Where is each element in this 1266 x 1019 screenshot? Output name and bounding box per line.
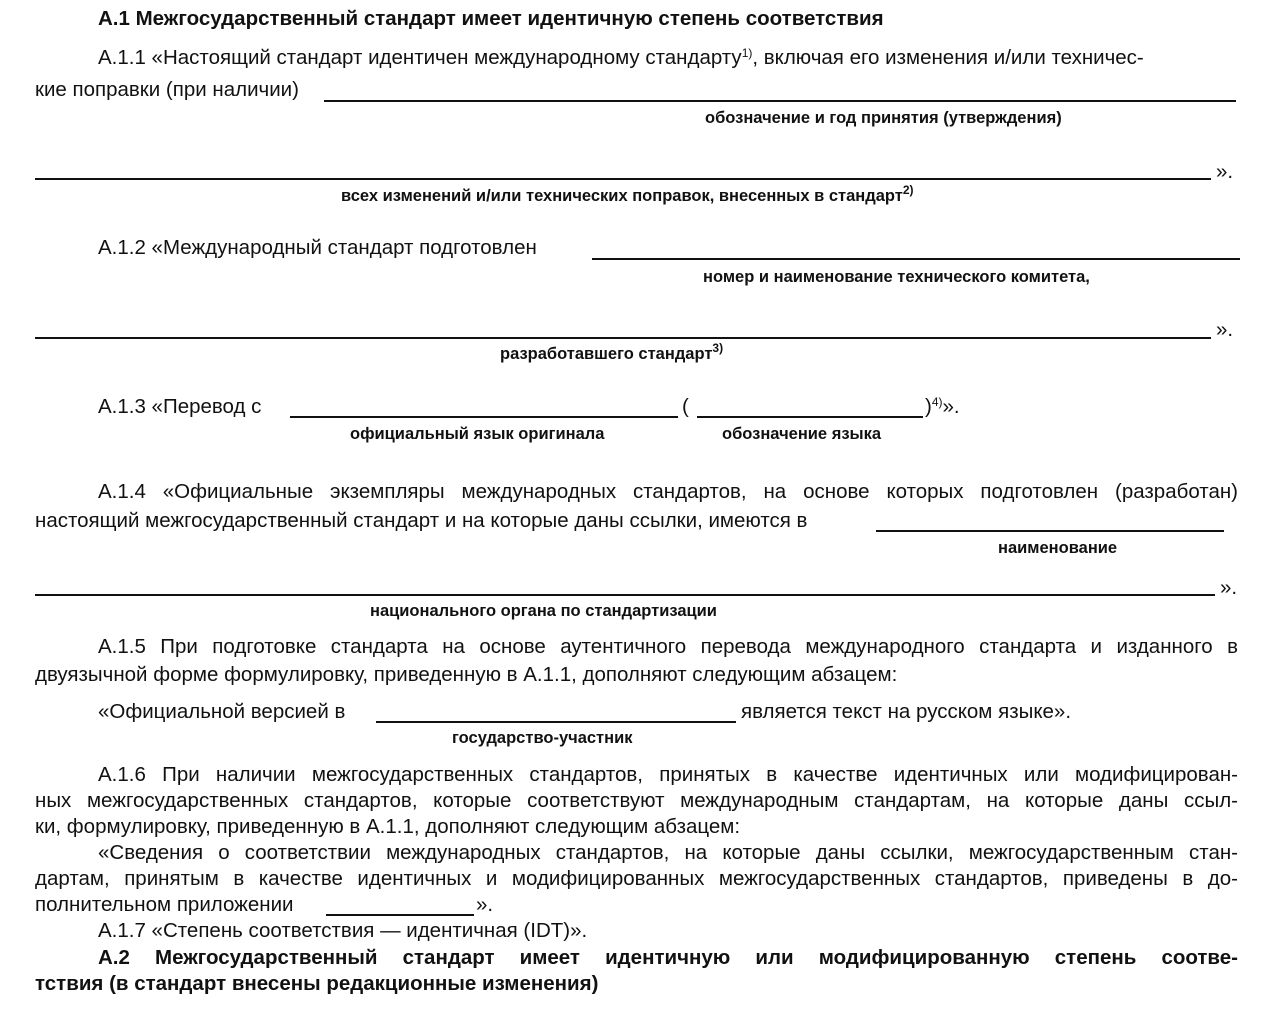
section-heading-a1: А.1 Межгосударственный стандарт имеет идентичную степень соответствия (98, 7, 884, 30)
paragraph-a1-5-line1: А.1.5 При подготовке стандарта на основе аутентичного перевода международного стандарта и изданного в (98, 635, 1238, 658)
fill-in-line (324, 100, 1236, 102)
paragraph-a1-1-line1 (98, 46, 1144, 70)
paragraph-a1-6-line5: дартам, принятым в качестве идентичных и модифицированных межгосударственных стандартов, приведены в до- (35, 867, 1238, 890)
caption-language-code: обозначение языка (722, 425, 882, 443)
fill-in-line (326, 914, 474, 916)
paragraph-a1-3-end: )$^{4)}$». (925, 395, 960, 418)
paragraph-a1-5-line2: двуязычной форме формулировку, приведенную в А.1.1, дополняют следующим абзацем: (35, 663, 898, 686)
closing-quote: ». (476, 893, 494, 916)
fill-in-line (35, 594, 1215, 596)
paragraph-a1-1-text: А.1.1 «Настоящий стандарт идентичен международному стандарту (98, 46, 742, 69)
footnote-ref-1: 1) (741, 46, 753, 60)
fill-in-line (35, 178, 1211, 180)
paragraph-a1-4-line2: настоящий межгосударственный стандарт и на которые даны ссылки, имеются в (35, 509, 808, 532)
paren-open: ( (682, 395, 689, 418)
caption-developer: разработавшего стандарт$^{3)}$ (500, 341, 724, 363)
paragraph-a1-4-line1: А.1.4 «Официальные экземпляры международных стандартов, на основе которых подготовлен (разработан) (98, 480, 1238, 503)
paragraph-a1-1-tail: , включая его изменения и/или техничес- (752, 46, 1144, 69)
caption-technical-committee: номер и наименование технического комитета, (703, 268, 1090, 286)
paragraph-a1-3: А.1.3 «Перевод с (98, 395, 262, 418)
paragraph-a1-6-line4: «Сведения о соответствии международных стандартов, на которые даны ссылки, межгосударственным стан- (98, 841, 1238, 864)
footnote-ref-4: 4) (931, 395, 943, 409)
footnote-ref-3: 3) (712, 341, 724, 355)
caption-member-state: государство-участник (452, 729, 633, 747)
paragraph-a1-6-line6: полнительном приложении (35, 893, 294, 916)
fill-in-line (290, 416, 678, 418)
quote-official-version: «Официальной версией в (98, 700, 346, 723)
closing-quote: ». (1216, 318, 1234, 341)
paragraph-a1-6-line3: ки, формулировку, приведенную в А.1.1, дополняют следующим абзацем: (35, 815, 741, 838)
caption-national-body: национального органа по стандартизации (370, 602, 717, 620)
paragraph-a1-6-line1: А.1.6 При наличии межгосударственных стандартов, принятых в качестве идентичных или модифицирован- (98, 763, 1238, 786)
paragraph-a1-7: А.1.7 «Степень соответствия — идентичная (IDT)». (98, 919, 588, 942)
fill-in-line (376, 721, 736, 723)
caption-designation-year: обозначение и год принятия (утверждения) (705, 109, 1062, 127)
quote-russian-text: является текст на русском языке». (741, 700, 1072, 723)
section-heading-a2-line2: тствия (в стандарт внесены редакционные изменения) (35, 972, 599, 995)
caption-original-language: официальный язык оригинала (350, 425, 605, 443)
paragraph-a1-2: А.1.2 «Международный стандарт подготовлен (98, 236, 537, 259)
caption-name: наименование (998, 539, 1118, 557)
paragraph-a1-1-line2: кие поправки (при наличии) (35, 78, 299, 101)
fill-in-line (35, 337, 1211, 339)
section-heading-a2-line1: А.2 Межгосударственный стандарт имеет идентичную или модифицированную степень соотве- (98, 946, 1238, 969)
closing-quote: ». (1216, 160, 1234, 183)
paragraph-a1-6-line2: ных межгосударственных стандартов, которые соответствуют международным стандартам, на которые даны ссыл- (35, 789, 1238, 812)
caption-amendments: всех изменений и/или технических поправок, внесенных в стандарт$^{2)}$ (341, 183, 914, 205)
fill-in-line (697, 416, 923, 418)
closing-quote: ». (1220, 576, 1238, 599)
footnote-ref-2: 2) (902, 183, 914, 197)
fill-in-line (876, 530, 1224, 532)
fill-in-line (592, 258, 1240, 260)
